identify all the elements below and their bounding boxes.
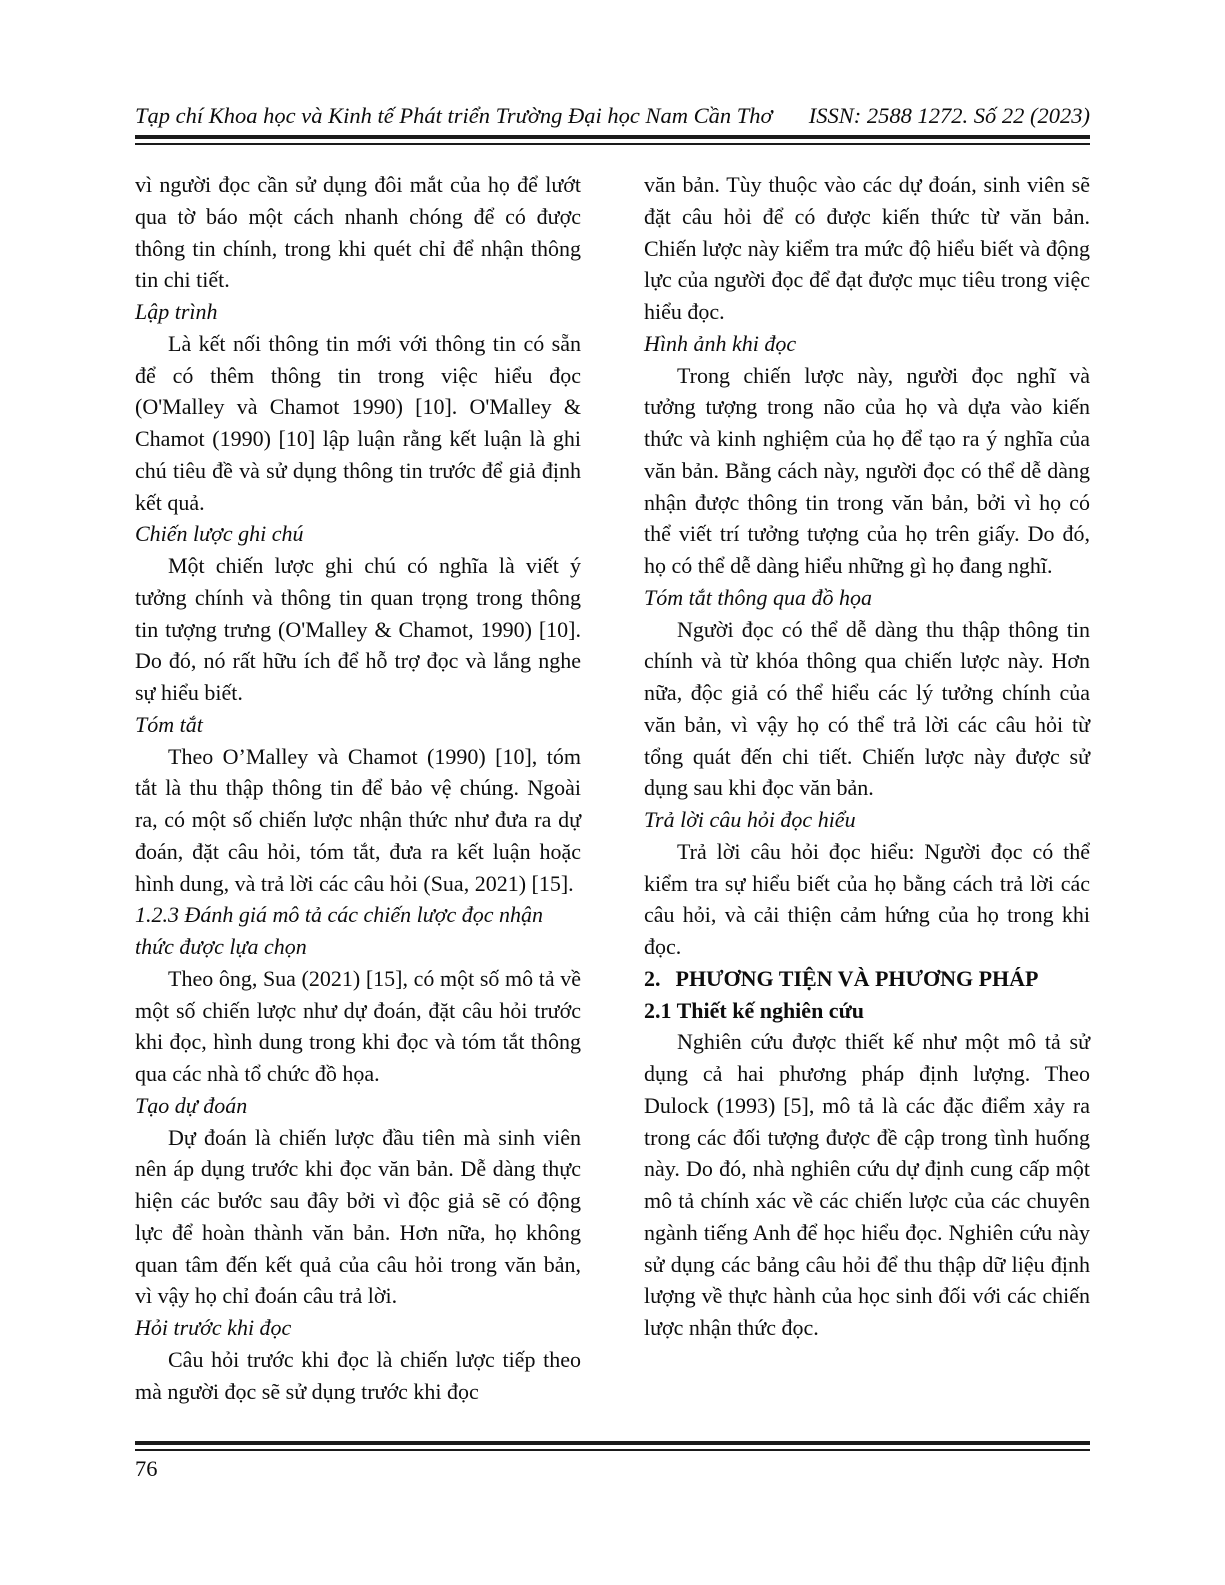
subsection-heading: Chiến lược ghi chú [135, 521, 304, 547]
paragraph: Trong chiến lược này, người đọc nghĩ và tưởng tượng trong não của họ và dựa vào kiến thức và kinh nghiệm của họ để tạo ra ý nghĩa của văn bản. Bằng cách này, người đọc có thể dễ dàng nhận được thông tin trong văn bản, bởi vì họ có thể viết trí tưởng tượng của họ trên giấy. Do đó, họ có thể dễ dàng hiểu những gì họ đang nghĩ. [644, 362, 1090, 578]
paragraph: vì người đọc cần sử dụng đôi mắt của họ để lướt qua tờ báo một cách nhanh chóng để có được thông tin chính, trong khi quét chỉ để nhận thông tin chi tiết. [135, 172, 581, 293]
paragraph: Theo ông, Sua (2021) [15], có một số mô tả về một số chiến lược như dự đoán, đặt câu hỏi trước khi đọc, hình dung trong khi đọc và tóm tắt thông qua các nhà tổ chức đồ họa. [135, 965, 581, 1086]
paragraph: Dự đoán là chiến lược đầu tiên mà sinh viên nên áp dụng trước khi đọc văn bản. Dễ dàng thực hiện các bước sau đây bởi vì độc giả sẽ có động lực để hoàn thành văn bản. Hơn nữa, họ không quan tâm đến kết quả của câu hỏi trong văn bản, vì vậy họ chỉ đoán câu trả lời. [135, 1124, 581, 1309]
footer-double-rule [135, 1441, 1090, 1451]
section-title: PHƯƠNG TIỆN VÀ PHƯƠNG PHÁP [675, 965, 1039, 991]
paragraph: Trả lời câu hỏi đọc hiểu: Người đọc có thể kiểm tra sự hiểu biết của họ bằng cách trả lời các câu hỏi, và cải thiện cảm hứng của họ trong khi đọc. [644, 838, 1090, 959]
right-column [644, 169, 1090, 1407]
paragraph: Theo O’Malley và Chamot (1990) [10], tóm tắt là thu thập thông tin để bảo vệ chúng. Ngoài ra, có một số chiến lược nhận thức như đưa ra dự đoán, đặt câu hỏi, tóm tắt, đưa ra kết luận hoặc hình dung, và trả lời các câu hỏi (Sua, 2021) [15]. [135, 743, 581, 896]
subsection-heading: Tạo dự đoán [135, 1092, 248, 1118]
subsection-heading: Hỏi trước khi đọc [135, 1315, 292, 1340]
two-column-body [135, 169, 1090, 1407]
paragraph: văn bản. Tùy thuộc vào các dự đoán, sinh viên sẽ đặt câu hỏi để có được kiến thức từ văn bản. Chiến lược này kiểm tra mức độ hiểu biết và động lực của người đọc để đạt được mục tiêu trong việc hiểu đọc. [644, 172, 1090, 324]
page-header [135, 103, 1090, 129]
subsection-heading: Hình ảnh khi đọc [644, 330, 797, 356]
subsection-heading: Tóm tắt [135, 711, 203, 737]
subsection-heading-bold: 2.1 Thiết kế nghiên cứu [644, 997, 864, 1023]
journal-title: Tạp chí Khoa học và Kinh tế Phát triển Trường Đại học Nam Cần Thơ [135, 103, 773, 128]
paragraph: Một chiến lược ghi chú có nghĩa là viết ý tưởng chính và thông tin quan trọng trong thông tin tượng trưng (O'Malley & Chamot, 1990) [10]. Do đó, nó rất hữu ích để hỗ trợ đọc và lắng nghe sự hiểu biết. [135, 553, 581, 705]
paragraph: Người đọc có thể dễ dàng thu thập thông tin chính và từ khóa thông qua chiến lược này. Hơn nữa, độc giả có thể hiểu các lý tưởng chính của văn bản, vì vậy họ có thể trả lời các câu hỏi từ tổng quát đến chi tiết. Chiến lược này được sử dụng sau khi đọc văn bản. [644, 616, 1090, 801]
subsection-heading: Lập trình [135, 299, 218, 324]
page-number: 76 [135, 1456, 158, 1481]
section-heading [644, 963, 1090, 995]
section-number: 2. [644, 965, 661, 991]
paragraph: Nghiên cứu được thiết kế như một mô tả sử dụng cả hai phương pháp định lượng. Theo Dulock (1993) [5], mô tả là các đặc điểm xảy ra trong các đối tượng được đề cập trong tình huống này. Do đó, nhà nghiên cứu dự định cung cấp một mô tả chính xác về các chiến lược của các chuyên ngành tiếng Anh để học hiểu đọc. Nghiên cứu này sử dụng các bảng câu hỏi để thu thập dữ liệu định lượng về thực hành của học sinh đối với các chiến lược nhận thức đọc. [644, 1029, 1090, 1340]
issn-issue: ISSN: 2588 1272. Số 22 (2023) [808, 103, 1090, 128]
paragraph: Câu hỏi trước khi đọc là chiến lược tiếp theo mà người đọc sẽ sử dụng trước khi đọc [135, 1346, 581, 1404]
subsection-heading: Trả lời câu hỏi đọc hiểu [644, 807, 856, 832]
left-column [135, 169, 581, 1407]
header-double-rule [135, 135, 1090, 145]
numbered-subsection-heading: 1.2.3 Đánh giá mô tả các chiến lược đọc nhận thức được lựa chọn [135, 902, 544, 959]
paragraph: Là kết nối thông tin mới với thông tin có sẵn để có thêm thông tin trong việc hiểu đọc (O'Malley và Chamot 1990) [10]. O'Malley & Chamot (1990) [10] lập luận rằng kết luận là ghi chú tiêu đề và sử dụng thông tin trước để giả định kết quả. [135, 330, 581, 515]
subsection-heading: Tóm tắt thông qua đồ họa [644, 584, 872, 610]
